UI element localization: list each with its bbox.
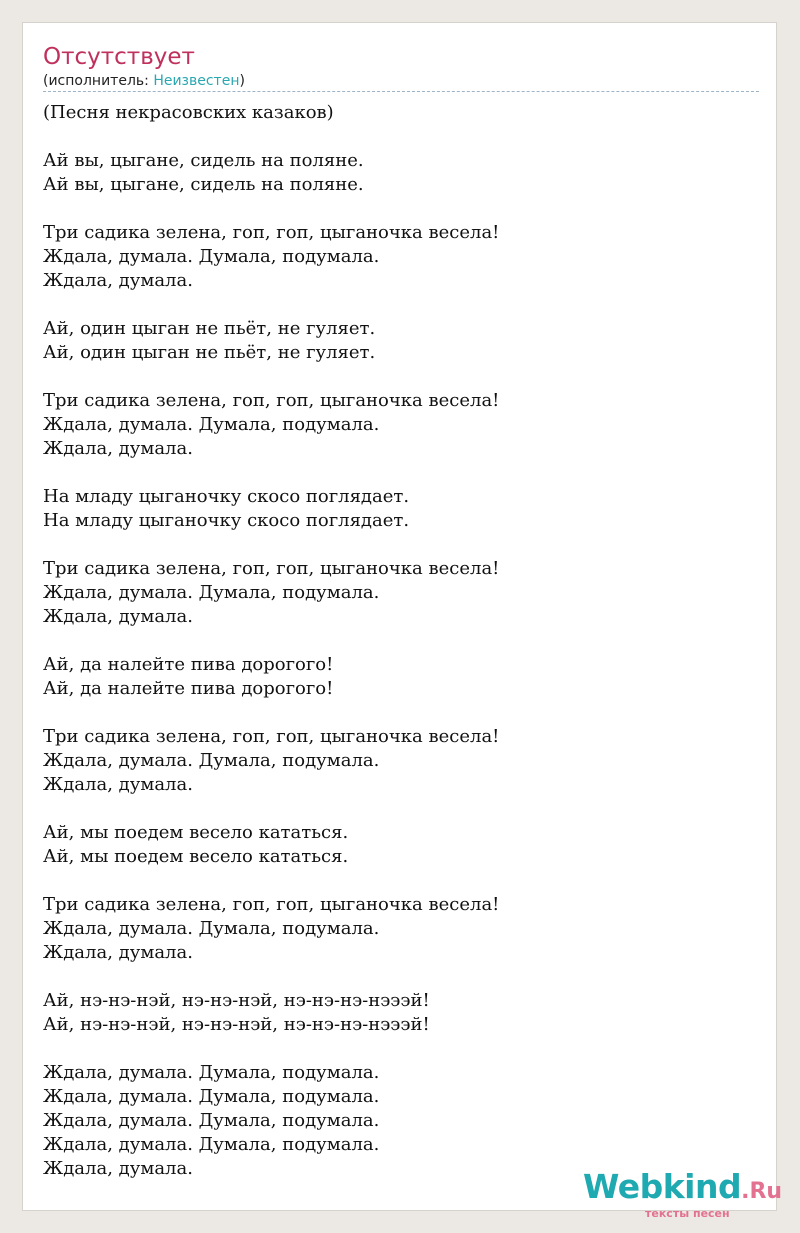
stanza-gap (43, 365, 759, 389)
stanza-gap (43, 701, 759, 725)
lyric-line: На младу цыганочку скосо поглядает. (43, 486, 410, 507)
lyric-line: Ждала, думала. Думала, подумала. (43, 1110, 380, 1131)
lyrics-card (22, 22, 783, 1220)
stanza-gap (43, 869, 759, 893)
lyric-line: Ждала, думала. Думала, подумала. (43, 918, 380, 939)
lyric-line: Ждала, думала. (43, 606, 193, 627)
artist-byline (43, 72, 245, 90)
lyric-line: Ждала, думала. Думала, подумала. (43, 750, 380, 771)
stanza-gap (43, 629, 759, 653)
stanza-gap (43, 461, 759, 485)
lyric-line: Ждала, думала. Думала, подумала. (43, 1134, 380, 1155)
title-divider (43, 91, 759, 92)
lyrics-text (43, 101, 759, 1181)
lyric-line: Ай, да налейте пива дорогого! (43, 654, 334, 675)
lyric-line: Ждала, думала. (43, 942, 193, 963)
webkind-logo[interactable] (583, 1167, 783, 1220)
lyric-line: Ждала, думала. Думала, подумала. (43, 582, 380, 603)
lyric-line: Три садика зелена, гоп, гоп, цыганочка весела! (43, 390, 500, 411)
lyric-line: Ждала, думала. Думала, подумала. (43, 1086, 380, 1107)
lyric-line: (Песня некрасовских казаков) (43, 102, 334, 123)
artist-link[interactable]: Неизвестен (153, 73, 240, 89)
lyric-line: Ждала, думала. (43, 774, 193, 795)
byline-prefix: (исполнитель: (43, 73, 154, 89)
lyric-line: Ай, да налейте пива дорогого! (43, 678, 334, 699)
stanza-gap (43, 293, 759, 317)
lyric-line: Ждала, думала. (43, 438, 193, 459)
lyric-line: Ждала, думала. Думала, подумала. (43, 246, 380, 267)
stanza-gap (43, 965, 759, 989)
lyric-line: Три садика зелена, гоп, гоп, цыганочка весела! (43, 894, 500, 915)
lyric-line: Три садика зелена, гоп, гоп, цыганочка весела! (43, 222, 500, 243)
logo-domain: .Ru (741, 1179, 783, 1204)
lyric-line: Ждала, думала. (43, 1158, 193, 1179)
lyric-line: Ай, нэ-нэ-нэй, нэ-нэ-нэй, нэ-нэ-нэ-нэээй! (43, 990, 430, 1011)
lyric-line: Ай, один цыган не пьёт, не гуляет. (43, 318, 376, 339)
logo-brand: Webkind (583, 1167, 742, 1206)
lyric-line: Ждала, думала. Думала, подумала. (43, 414, 380, 435)
lyric-line: Ай вы, цыгане, сидель на поляне. (43, 150, 364, 171)
lyric-line: Ай, нэ-нэ-нэй, нэ-нэ-нэй, нэ-нэ-нэ-нэээй! (43, 1014, 430, 1035)
stanza-gap (43, 533, 759, 557)
lyric-line: Ждала, думала. Думала, подумала. (43, 1062, 380, 1083)
stanza-gap (43, 1037, 759, 1061)
lyric-line: Ай, один цыган не пьёт, не гуляет. (43, 342, 376, 363)
lyric-line: Ай вы, цыгане, сидель на поляне. (43, 174, 364, 195)
lyric-line: На младу цыганочку скосо поглядает. (43, 510, 410, 531)
stanza-gap (43, 197, 759, 221)
lyric-line: Ай, мы поедем весело кататься. (43, 846, 349, 867)
lyric-line: Ай, мы поедем весело кататься. (43, 822, 349, 843)
stanza-gap (43, 125, 759, 149)
song-title: Отсутствует (43, 44, 195, 70)
lyric-line: Три садика зелена, гоп, гоп, цыганочка весела! (43, 726, 500, 747)
stanza-gap (43, 797, 759, 821)
logo-tagline: тексты песен (645, 1207, 730, 1220)
lyric-line: Ждала, думала. (43, 270, 193, 291)
lyric-line: Три садика зелена, гоп, гоп, цыганочка весела! (43, 558, 500, 579)
byline-suffix: ) (239, 73, 245, 89)
